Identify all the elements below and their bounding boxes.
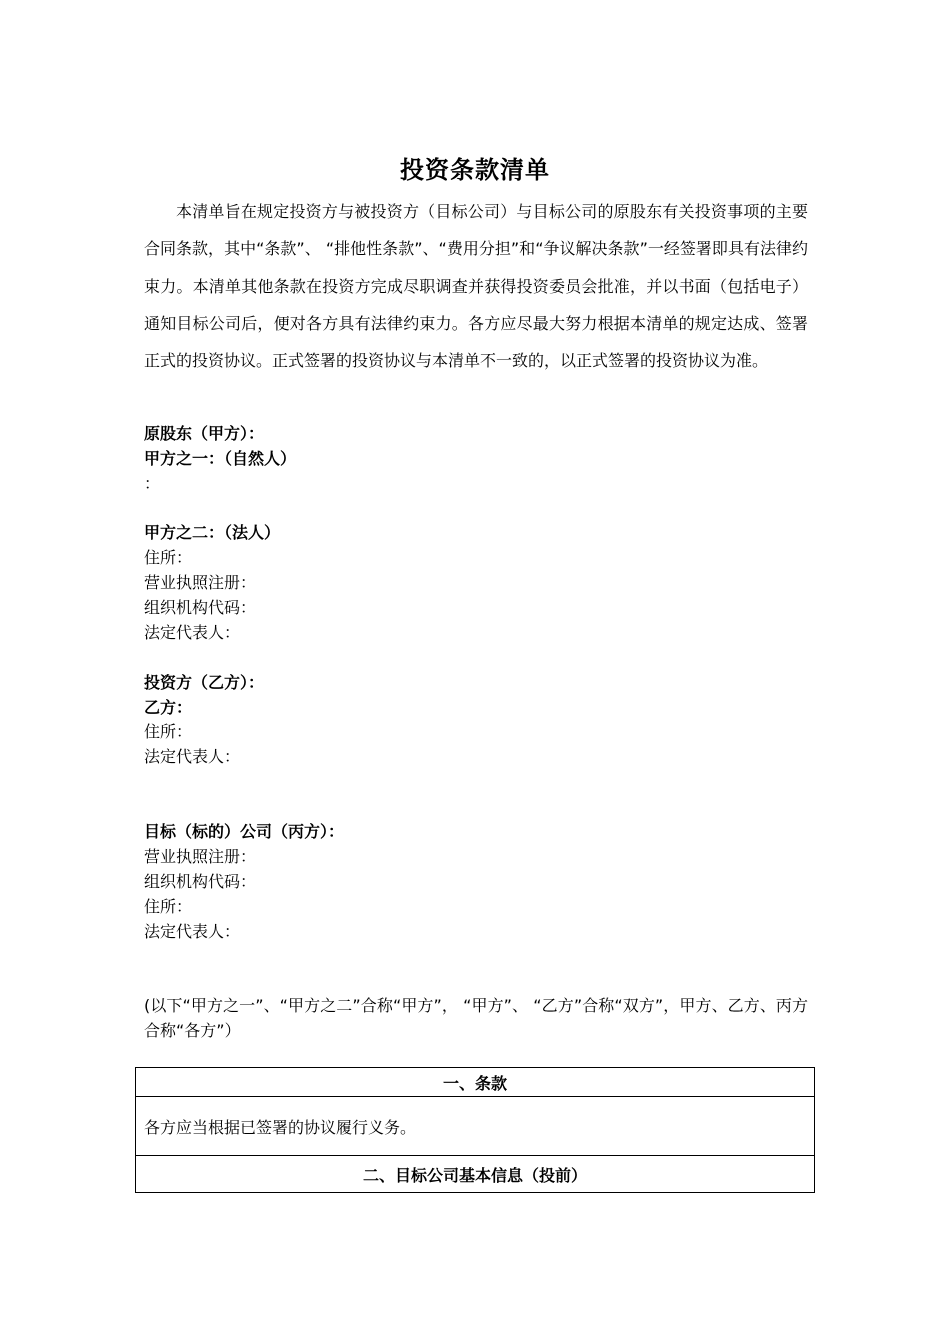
party-c-heading: 目标（标的）公司（丙方）： bbox=[144, 822, 345, 841]
party-c-org-code: 组织机构代码： bbox=[144, 872, 257, 891]
party-b-heading: 投资方（乙方）： bbox=[144, 673, 265, 692]
party-a2-address: 住所： bbox=[144, 548, 193, 567]
section2-title: 二、目标公司基本信息（投前） bbox=[136, 1156, 815, 1193]
table-row bbox=[136, 1156, 815, 1193]
party-a2-legal-rep: 法定代表人： bbox=[144, 623, 241, 642]
table-row bbox=[136, 1068, 815, 1097]
party-a2-license: 营业执照注册： bbox=[144, 573, 257, 592]
terms-table bbox=[135, 1067, 815, 1193]
party-a2-heading: 甲方之二：（法人） bbox=[144, 523, 281, 542]
document-title: 投资条款清单 bbox=[400, 156, 550, 184]
party-a1-heading: 甲方之一：（自然人） bbox=[144, 449, 297, 468]
party-a1-colon: ： bbox=[144, 474, 161, 493]
party-b-legal-rep: 法定代表人： bbox=[144, 747, 241, 766]
section1-title: 一、条款 bbox=[136, 1068, 815, 1097]
intro-paragraph: 本清单旨在规定投资方与被投资方（目标公司）与目标公司的原股东有关投资事项的主要合同条款，其中“条款”、 “排他性条款”、“费用分担”和“争议解决条款”一经签署即具有法律约束力。本清单其他条款在投资方完成尽职调查并获得投资委员会批准，并以书面（包括电子）通知目标公司后，便对各方具有法律约束力。各方应尽最大努力根据本清单的规定达成、签署正式的投资协议。正式签署的投资协议与本清单不一致的，以正式签署的投资协议为准。 bbox=[144, 202, 808, 371]
party-definition-note: (以下“甲方之一”、“甲方之二”合称“甲方”， “甲方”、 “乙方”合称“双方”，甲方、乙方、丙方合称“各方”） bbox=[144, 996, 808, 1040]
section1-body: 各方应当根据已签署的协议履行义务。 bbox=[136, 1097, 815, 1156]
party-b-name: 乙方： bbox=[144, 698, 193, 717]
party-b-address: 住所： bbox=[144, 722, 193, 741]
table-row bbox=[136, 1097, 815, 1156]
party-c-address: 住所： bbox=[144, 897, 193, 916]
party-c-legal-rep: 法定代表人： bbox=[144, 922, 241, 941]
party-a2-org-code: 组织机构代码： bbox=[144, 598, 257, 617]
party-c-license: 营业执照注册： bbox=[144, 847, 257, 866]
party-a-heading: 原股东（甲方）： bbox=[144, 424, 265, 443]
